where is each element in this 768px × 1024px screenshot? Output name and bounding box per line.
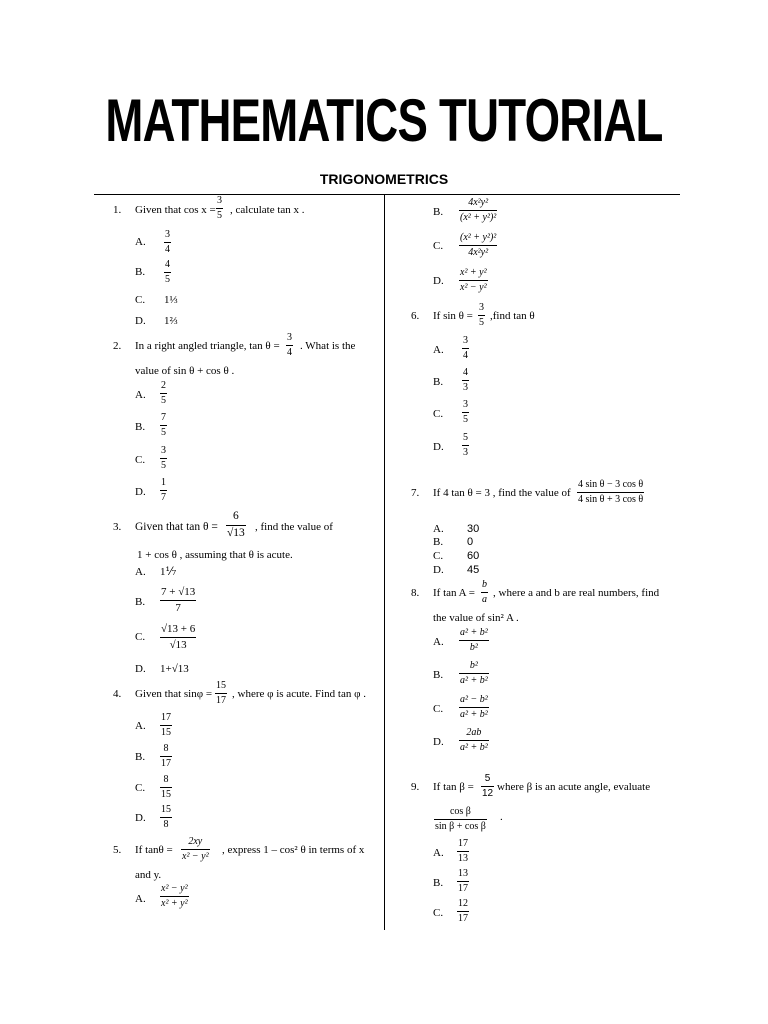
option-value: 4x²y² (x² + y²)² bbox=[460, 197, 497, 223]
question-number: 2. bbox=[113, 340, 122, 352]
question-fraction: b a bbox=[482, 579, 487, 605]
question-fraction: 5 12 bbox=[482, 773, 494, 799]
question-fraction: 3 5 bbox=[217, 195, 222, 221]
question-number: 3. bbox=[113, 521, 122, 533]
option-label[interactable]: D. bbox=[433, 441, 444, 453]
question-number: 6. bbox=[411, 310, 420, 322]
option-value: a² − b² a² + b² bbox=[460, 694, 488, 720]
question-number: 7. bbox=[411, 487, 420, 499]
option-label[interactable]: A. bbox=[135, 389, 146, 401]
question-number: 8. bbox=[411, 587, 420, 599]
option-value: 45 bbox=[467, 564, 480, 576]
option-value: 13 17 bbox=[458, 868, 468, 894]
option-label[interactable]: A. bbox=[433, 523, 444, 535]
option-label[interactable]: B. bbox=[433, 536, 444, 548]
question-fraction: 6 √13 bbox=[227, 510, 245, 539]
option-label[interactable]: A. bbox=[433, 636, 444, 648]
option-label[interactable]: A. bbox=[433, 344, 444, 356]
question-stem-end: where β is an acute angle, evaluate bbox=[497, 781, 651, 793]
option-label[interactable]: A. bbox=[433, 847, 444, 859]
option-value: 7 + √13 7 bbox=[161, 586, 196, 614]
option-value: 1⅔ bbox=[164, 315, 178, 327]
option-value: 7 5 bbox=[161, 412, 166, 438]
question-stem-line2: 1 + cos θ , assuming that θ is acute. bbox=[137, 549, 293, 561]
option-label[interactable]: A. bbox=[135, 236, 146, 248]
question-stem: Given that tan θ = bbox=[135, 521, 218, 533]
question-stem-end: . What is the bbox=[300, 340, 356, 352]
option-label[interactable]: D. bbox=[135, 663, 146, 675]
option-label[interactable]: A. bbox=[135, 893, 146, 905]
option-label[interactable]: C. bbox=[433, 240, 444, 252]
option-label[interactable]: B. bbox=[433, 376, 444, 388]
question-stem: If tanθ = bbox=[135, 844, 173, 856]
option-value: 3 4 bbox=[165, 229, 170, 255]
option-value: 15 8 bbox=[161, 804, 171, 830]
question-stem-line2: and y. bbox=[135, 869, 162, 881]
option-value: 8 15 bbox=[161, 774, 171, 800]
option-value: 3 4 bbox=[463, 335, 468, 361]
option-label[interactable]: D. bbox=[135, 812, 146, 824]
question-stem-end: , find the value of bbox=[255, 521, 333, 533]
option-label[interactable]: B. bbox=[433, 877, 444, 889]
option-label[interactable]: D. bbox=[135, 315, 146, 327]
option-label[interactable]: C. bbox=[433, 550, 444, 562]
option-label[interactable]: B. bbox=[135, 751, 146, 763]
question-fraction: 2xy x² − y² bbox=[182, 836, 209, 862]
option-value: 8 17 bbox=[161, 743, 171, 769]
option-value: 1⅐ bbox=[160, 566, 177, 578]
question-stem-line2: value of sin θ + cos θ . bbox=[135, 365, 235, 377]
option-label[interactable]: B. bbox=[433, 669, 444, 681]
evaluate-fraction: cos β sin β + cos β bbox=[435, 806, 486, 832]
option-value: 3 5 bbox=[161, 445, 166, 471]
option-label[interactable]: B. bbox=[135, 421, 146, 433]
option-label[interactable]: B. bbox=[433, 206, 444, 218]
option-value: 5 3 bbox=[463, 432, 468, 458]
option-value: √13 + 6 √13 bbox=[161, 623, 196, 651]
question-number: 4. bbox=[113, 688, 122, 700]
evaluate-fraction-end: . bbox=[500, 811, 503, 823]
option-value: x² − y² x² + y² bbox=[161, 883, 188, 909]
option-label[interactable]: D. bbox=[433, 275, 444, 287]
option-value: b² a² + b² bbox=[460, 660, 488, 686]
question-number: 5. bbox=[113, 844, 122, 856]
question-stem: Given that sinφ = bbox=[135, 688, 213, 700]
option-value: 1 7 bbox=[161, 477, 166, 503]
option-value: 17 15 bbox=[161, 712, 171, 738]
option-label[interactable]: C. bbox=[135, 631, 146, 643]
question-stem-line2: the value of sin² A . bbox=[433, 612, 519, 624]
option-value: 4 3 bbox=[463, 367, 468, 393]
question-fraction: 15 17 bbox=[216, 680, 226, 706]
header-rule bbox=[94, 194, 680, 195]
question-stem-end: , calculate tan x . bbox=[230, 204, 305, 216]
question-stem: If tan β = bbox=[433, 781, 474, 793]
question-number: 1. bbox=[113, 204, 122, 216]
option-value: a² + b² b² bbox=[460, 627, 488, 653]
question-stem-end: , express 1 – cos² θ in terms of x bbox=[222, 844, 365, 856]
option-label[interactable]: C. bbox=[433, 907, 444, 919]
question-stem-end: , where a and b are real numbers, find bbox=[493, 587, 660, 599]
section-subtitle: TRIGONOMETRICS bbox=[319, 171, 449, 187]
page-title: MATHEMATICS TUTORIAL bbox=[105, 87, 663, 154]
option-label[interactable]: A. bbox=[135, 720, 146, 732]
option-label[interactable]: C. bbox=[433, 408, 444, 420]
option-label[interactable]: D. bbox=[433, 736, 444, 748]
question-fraction: 3 5 bbox=[479, 302, 484, 328]
option-value: 30 bbox=[467, 523, 480, 535]
question-number: 9. bbox=[411, 781, 420, 793]
question-stem: If sin θ = bbox=[433, 310, 473, 322]
option-label[interactable]: A. bbox=[135, 566, 146, 578]
option-value: 17 13 bbox=[458, 838, 468, 864]
question-stem: If 4 tan θ = 3 , find the value of bbox=[433, 487, 571, 499]
question-stem-end: ,find tan θ bbox=[490, 310, 535, 322]
option-label[interactable]: D. bbox=[433, 564, 444, 576]
option-value: 2ab a² + b² bbox=[460, 727, 488, 753]
option-label[interactable]: C. bbox=[135, 454, 146, 466]
question-fraction: 4 sin θ − 3 cos θ 4 sin θ + 3 cos θ bbox=[578, 479, 644, 505]
option-value: 1⅓ bbox=[164, 294, 178, 306]
option-value: 3 5 bbox=[463, 399, 468, 425]
option-value: 60 bbox=[467, 550, 480, 562]
option-value: (x² + y²)² 4x²y² bbox=[460, 232, 497, 258]
option-label[interactable]: C. bbox=[135, 294, 146, 306]
option-value: 2 5 bbox=[161, 380, 166, 406]
column-divider bbox=[384, 195, 385, 930]
option-value: 1+√13 bbox=[160, 663, 189, 675]
question-stem: If tan A = bbox=[433, 587, 475, 599]
option-label[interactable]: C. bbox=[433, 703, 444, 715]
option-value: x² + y² x² − y² bbox=[460, 267, 487, 293]
option-label[interactable]: D. bbox=[135, 486, 146, 498]
option-value: 12 17 bbox=[458, 898, 468, 924]
option-label[interactable]: B. bbox=[135, 596, 146, 608]
question-stem-end: , where φ is acute. Find tan φ . bbox=[232, 688, 366, 700]
question-stem: In a right angled triangle, tan θ = bbox=[135, 340, 280, 352]
option-value: 4 5 bbox=[165, 259, 170, 285]
option-label[interactable]: C. bbox=[135, 782, 146, 794]
question-stem: Given that cos x = bbox=[135, 204, 216, 216]
option-value: 0 bbox=[467, 536, 474, 548]
option-label[interactable]: B. bbox=[135, 266, 146, 278]
question-fraction: 3 4 bbox=[287, 332, 292, 358]
